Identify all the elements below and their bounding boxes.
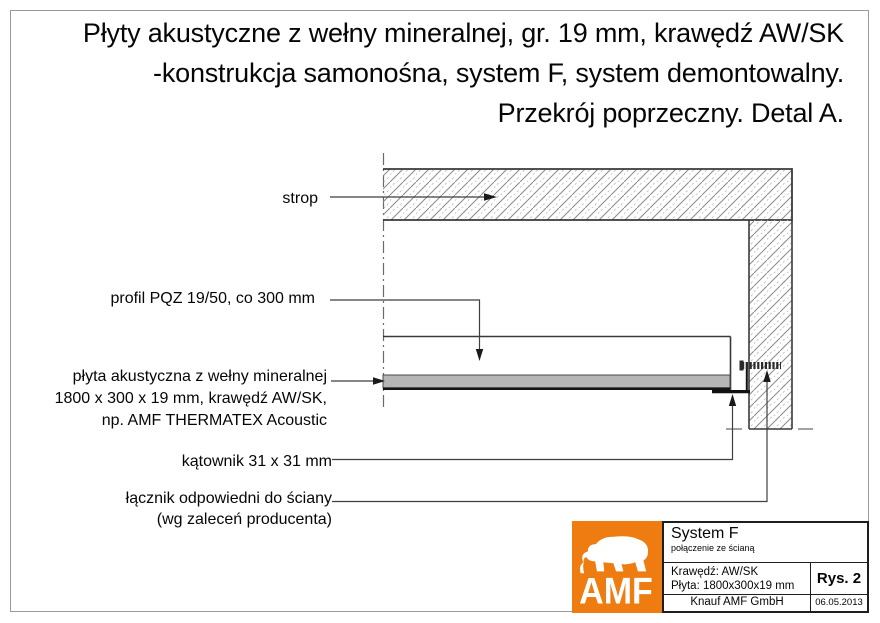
mineral-wool-panel — [383, 375, 730, 389]
amf-logo — [572, 521, 662, 613]
drawing-title-line2: -konstrukcja samonośna, system F, system demontowalny. — [153, 58, 844, 88]
title-block-table — [662, 521, 869, 613]
title-block — [572, 521, 869, 613]
drawing-title-line1: Płyty akustyczne z wełny mineralnej, gr. 19 mm, krawędź AW/SK — [82, 18, 844, 48]
label-profil-pqz: profil PQZ 19/50, co 300 mm — [110, 290, 315, 307]
leader-katownik — [332, 394, 736, 460]
drawing-date: 06.05.2013 — [815, 597, 863, 608]
spec-edge: Krawędź: AW/SK — [671, 566, 759, 578]
ceiling-slab-hatch — [383, 169, 792, 220]
label-plyta-line3: np. AMF THERMATEX Acoustic — [101, 412, 327, 429]
spec-board: Płyta: 1800x300x19 mm — [671, 580, 795, 592]
drawing-title-line3: Przekrój poprzeczny. Detal A. — [497, 98, 844, 128]
spec-cell — [664, 563, 811, 594]
label-plyta-line2: 1800 x 300 x 19 mm, krawędź AW/SK, — [54, 390, 327, 407]
title-block-footer-row — [664, 594, 867, 611]
label-lacznik — [126, 488, 332, 530]
title-block-spec-row — [664, 562, 867, 594]
leader-profil-arrow — [476, 349, 483, 361]
system-subtitle: połączenie ze ścianą — [671, 543, 755, 553]
amf-logo-text: AMF — [579, 570, 653, 612]
leader-plyta — [331, 377, 385, 385]
label-lacznik-line1: łącznik odpowiedni do ściany — [125, 490, 332, 507]
leader-katownik-arrow — [729, 394, 736, 406]
company-name: Knauf AMF GmbH — [664, 595, 811, 611]
label-lacznik-line2: (wg zaleceń producenta) — [156, 511, 332, 528]
wall-hatch — [726, 220, 813, 429]
drawing-number: Rys. 2 — [816, 570, 862, 587]
drawing-title — [83, 13, 844, 133]
label-plyta-line1: płyta akustyczna z wełny mineralnej — [72, 368, 327, 385]
leader-profil — [330, 300, 483, 361]
system-name: System F — [671, 525, 739, 542]
title-block-system-row — [664, 523, 867, 562]
label-strop: strop — [282, 190, 318, 207]
label-katownik: kątownik 31 x 31 mm — [181, 453, 332, 470]
label-plyta — [55, 366, 327, 432]
